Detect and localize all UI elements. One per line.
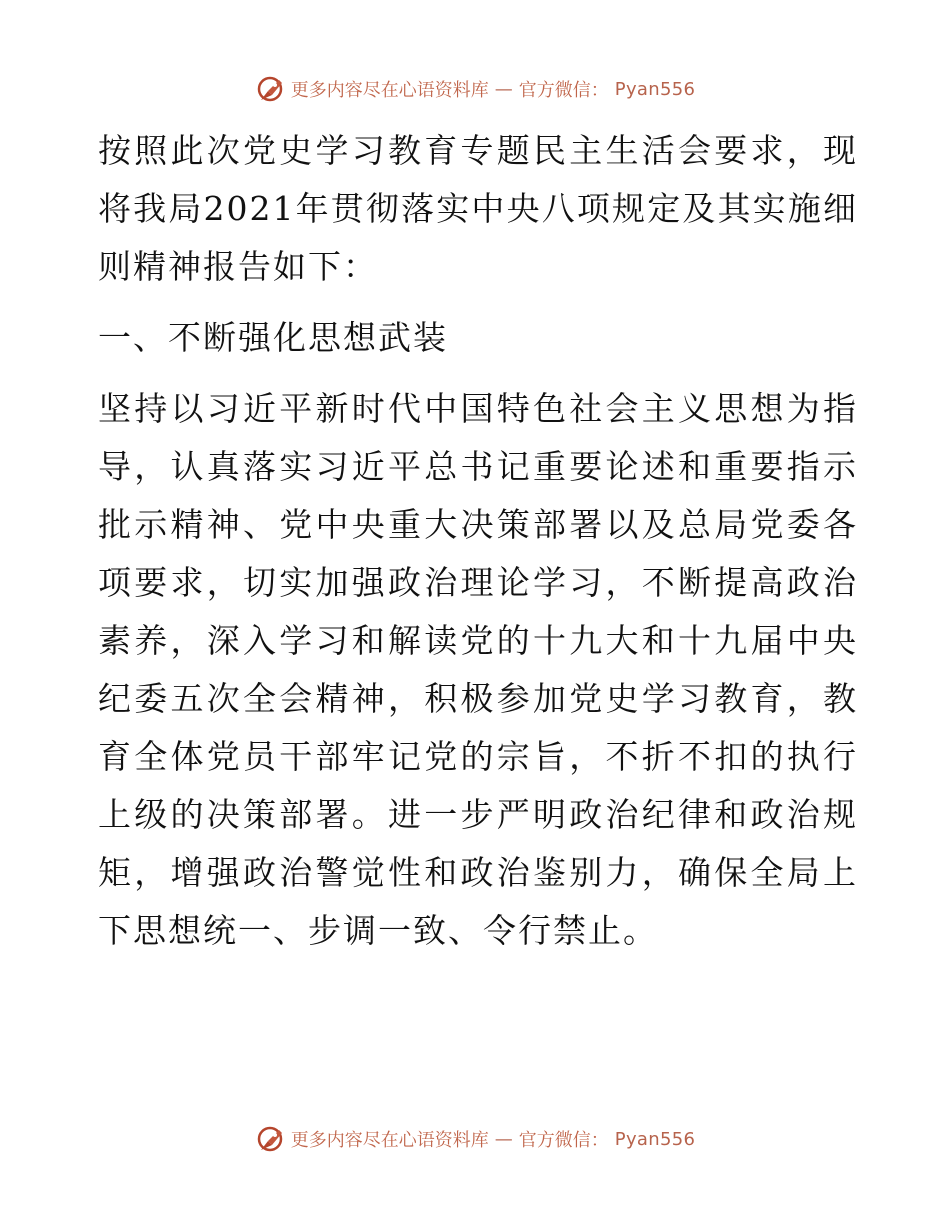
watermark-header [0, 74, 950, 104]
watermark-dash: — [494, 78, 513, 100]
watermark-text: 更多内容尽在心语资料库 [290, 80, 489, 101]
intro-paragraph: 按照此次党史学习教育专题民主生活会要求，现将我局2021年贯彻落实中央八项规定及其实施细则精神报告如下： [98, 131, 858, 286]
watermark-contact-id: Pyan556 [614, 1128, 696, 1150]
document-body [98, 122, 858, 960]
watermark-contact-label: 官方微信： [518, 1130, 609, 1151]
section-paragraph: 坚持以习近平新时代中国特色社会主义思想为指导，认真落实习近平总书记重要论述和重要指示批示精神、党中央重大决策部署以及总局党委各项要求，切实加强政治理论学习，不断提高政治素养，深入学习和解读党的十九大和十九届中央纪委五次全会精神，积极参加党史学习教育，教育全体党员干部牢记党的宗旨，不折不扣的执行上级的决策部署。进一步严明政治纪律和政治规矩，增强政治警觉性和政治鉴别力，确保全局上下思想统一、步调一致、令行禁止。 [98, 389, 858, 950]
pen-circle-logo-icon [255, 74, 285, 104]
watermark-contact-label: 官方微信： [518, 80, 609, 101]
pen-circle-logo-icon [255, 1124, 285, 1154]
watermark-dash: — [494, 1128, 513, 1150]
watermark-text: 更多内容尽在心语资料库 [290, 1130, 489, 1151]
section-heading: 一、不断强化思想武装 [98, 318, 448, 357]
watermark-contact-id: Pyan556 [614, 78, 696, 100]
watermark-footer [0, 1124, 950, 1154]
